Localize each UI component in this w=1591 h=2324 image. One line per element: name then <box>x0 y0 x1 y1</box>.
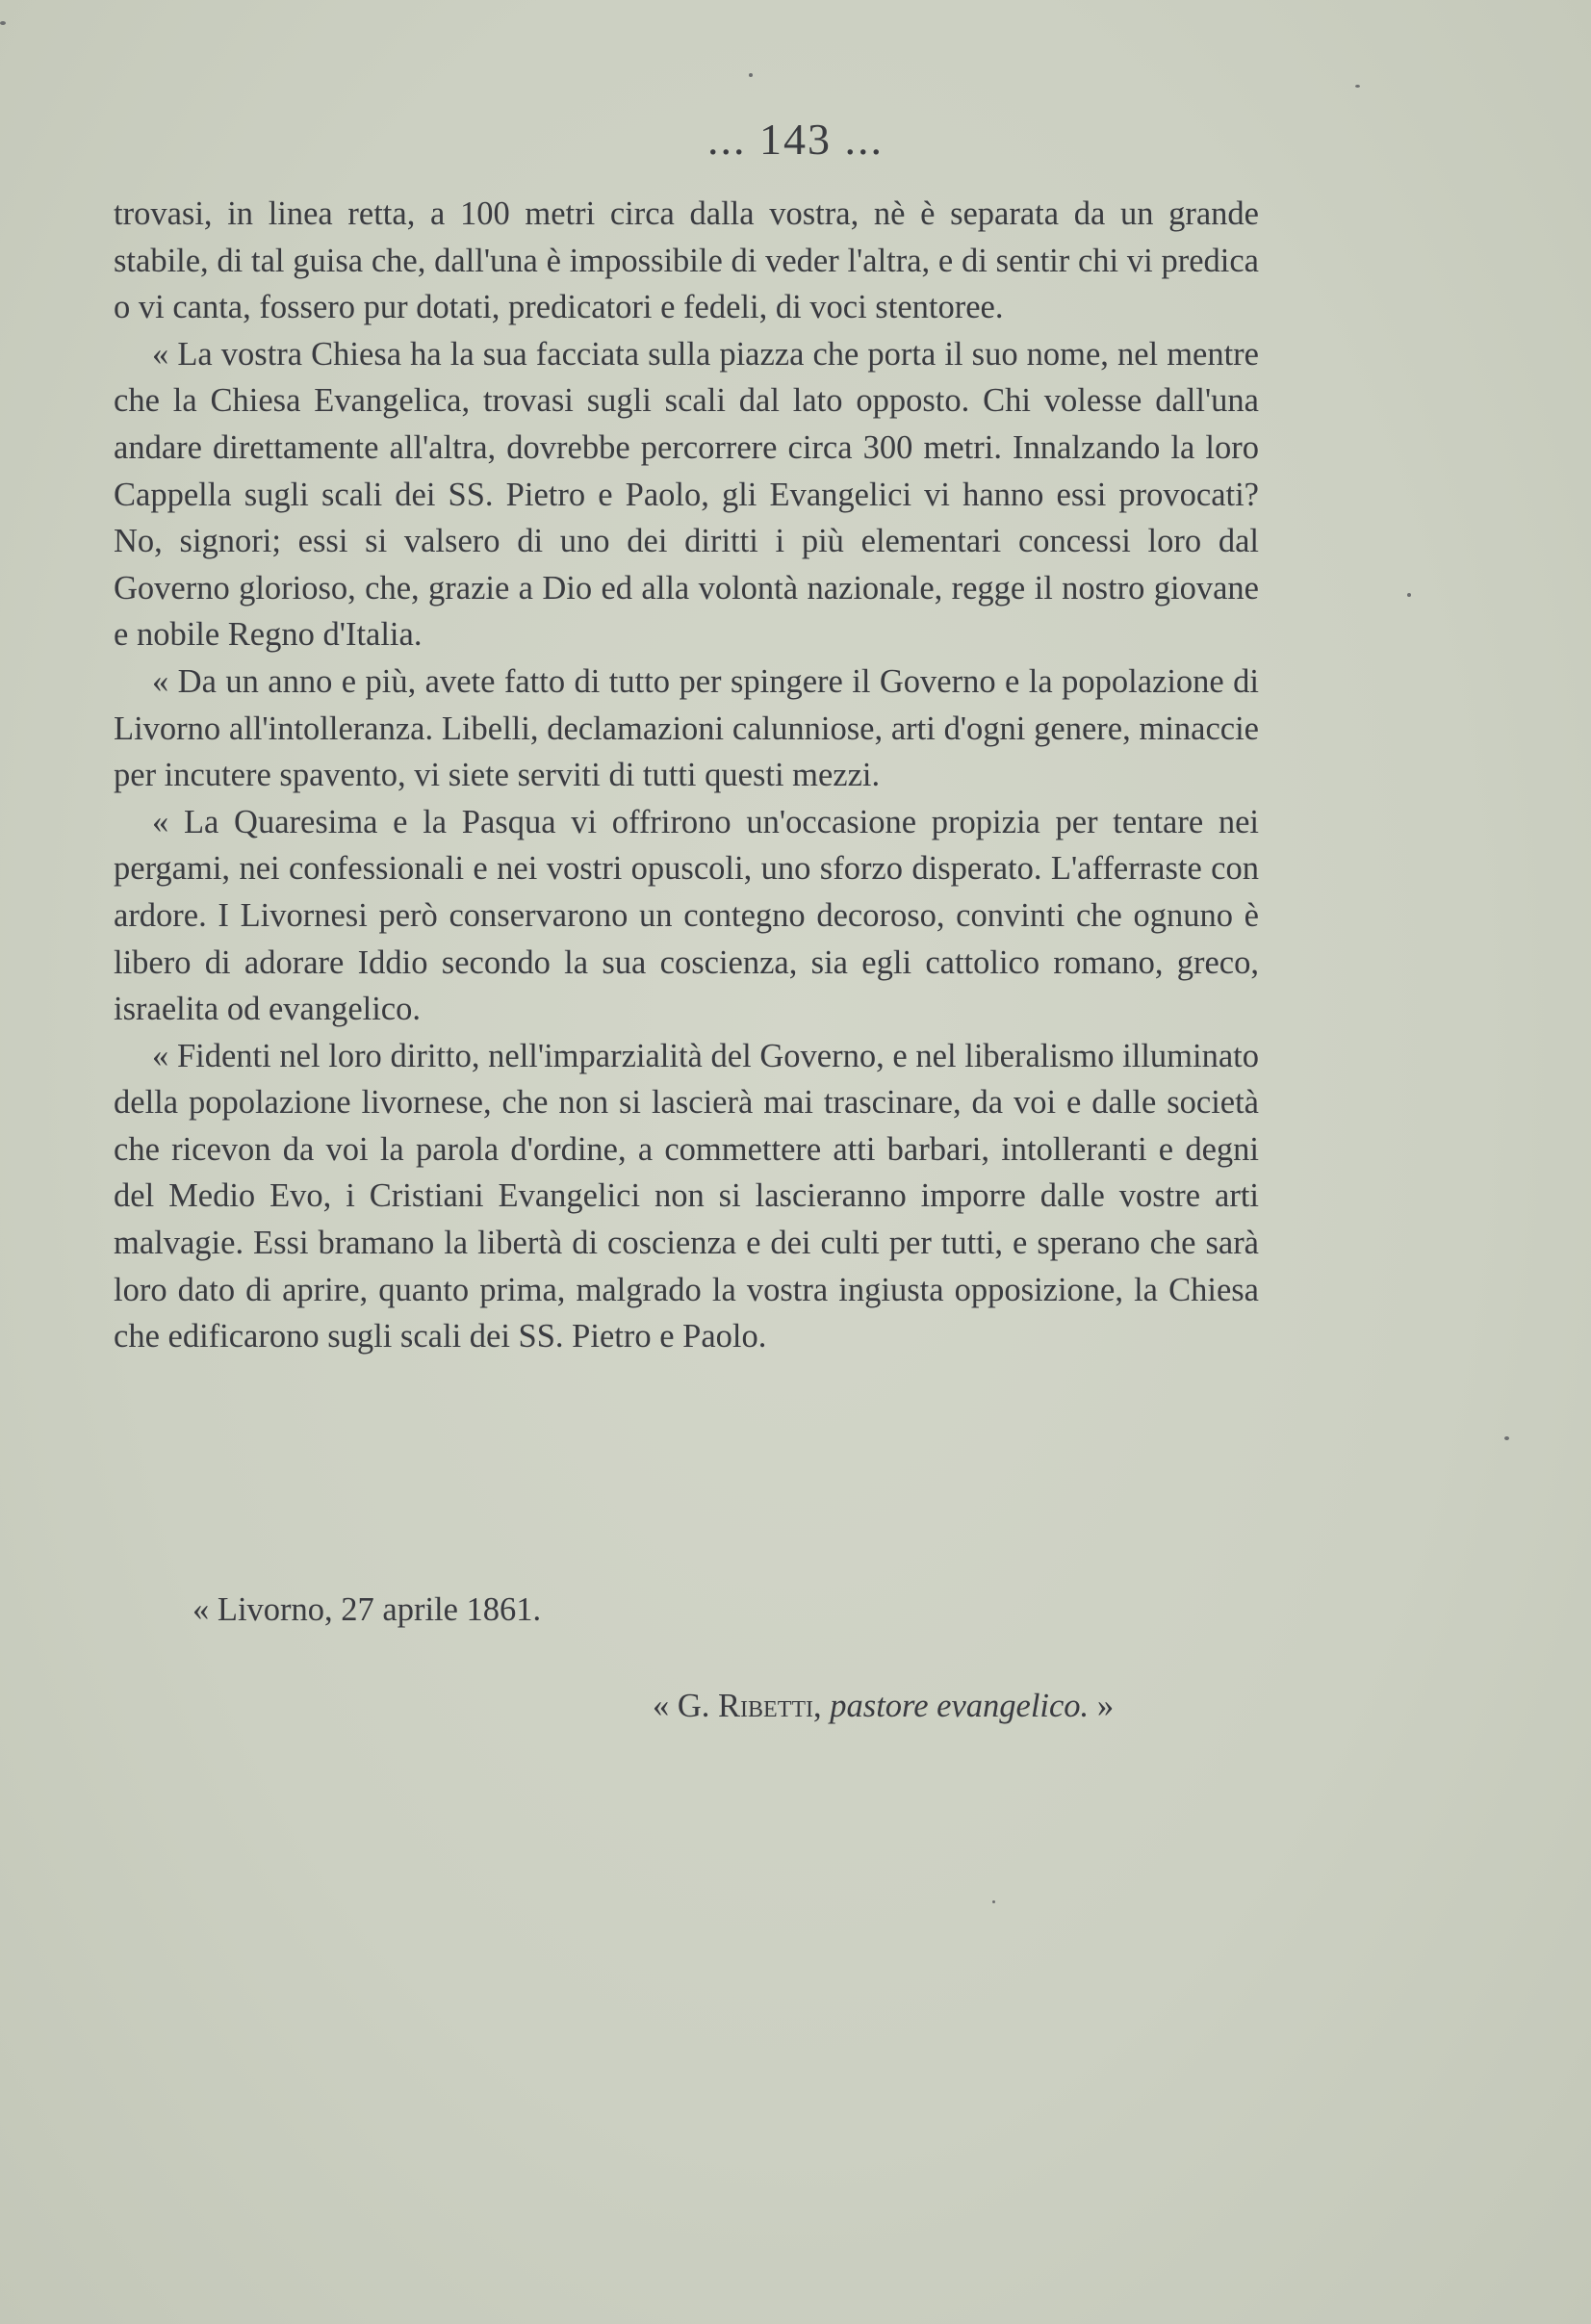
page-number: ... 143 ... <box>707 115 884 164</box>
paragraph-3: « Da un anno e più, avete fatto di tutto per spingere il Governo e la popolazione di Livorno all'intolleranza. Libelli, declamazioni calunniose, arti d'ogni genere, minaccie per incutere spavento, vi siete serviti di tutti questi mezzi. <box>114 662 1259 794</box>
signature-role: pastore evangelico. <box>830 1688 1090 1724</box>
paragraph-1: trovasi, in linea retta, a 100 metri circa dalla vostra, nè è separata da un grande stabile, di tal guisa che, dall'una è impossibile di veder l'altra, e di sentir chi vi predica o vi canta, fossero pur dotati, predicatori e fedeli, di voci stentoree. <box>114 195 1259 326</box>
signature-open-quote: « <box>653 1688 678 1724</box>
dateline: « Livorno, 27 aprile 1861. <box>192 1591 542 1628</box>
paragraph-4: « La Quaresima e la Pasqua vi offrirono un'occasione propizia per tentare nei pergami, nei confessionali e nei vostri opuscoli, uno sforzo disperato. L'afferraste con ardore. I Livornesi però conservarono un contegno decoroso, convinti che ognuno è libero di adorare Iddio secondo la sua coscienza, sia egli cattolico romano, greco, israelita od evangelico. <box>114 803 1259 1028</box>
paper-speck <box>1407 593 1411 597</box>
paragraph-5: « Fidenti nel loro diritto, nell'imparzialità del Governo, e nel liberalismo illuminato della popolazione livornese, che non si lascierà mai trascinare, da voi e dalle società che ricevon da voi la parola d'ordine, a commettere atti barbari, intolleranti e degni del Medio Evo, i Cristiani Evangelici non si lascieranno imporre dalle vostre arti malvagie. Essi bramano la libertà di coscienza e dei culti per tutti, e sperano che sarà loro dato di aprire, quanto prima, malgrado la vostra ingiusta opposizione, la Chiesa che edificarono sugli scali dei SS. Pietro e Paolo. <box>114 1037 1259 1356</box>
signature-name: G. Ribetti <box>677 1688 814 1724</box>
paper-speck <box>749 73 753 77</box>
paper-speck <box>0 21 6 25</box>
paper-speck <box>1355 85 1360 88</box>
signature-separator: , <box>813 1688 831 1724</box>
paper-speck <box>992 1900 995 1903</box>
signature <box>653 1683 1114 1729</box>
signature-close-quote: » <box>1089 1688 1115 1724</box>
paragraph-2: « La vostra Chiesa ha la sua facciata sulla piazza che porta il suo nome, nel mentre che la Chiesa Evangelica, trovasi sugli scali dal lato opposto. Chi volesse dall'una andare direttamente all'altra, dovrebbe percorrere circa 300 metri. Innalzando la loro Cappella sugli scali dei SS. Pietro e Paolo, gli Evangelici vi hanno essi provocati? No, signori; essi si valsero di uno dei diritti i più elementari concessi loro dal Governo glorioso, che, grazie a Dio ed alla volontà nazionale, regge il nostro giovane e nobile Regno d'Italia. <box>114 335 1259 654</box>
body-text <box>114 191 1259 1360</box>
paper-speck <box>1504 1436 1509 1440</box>
